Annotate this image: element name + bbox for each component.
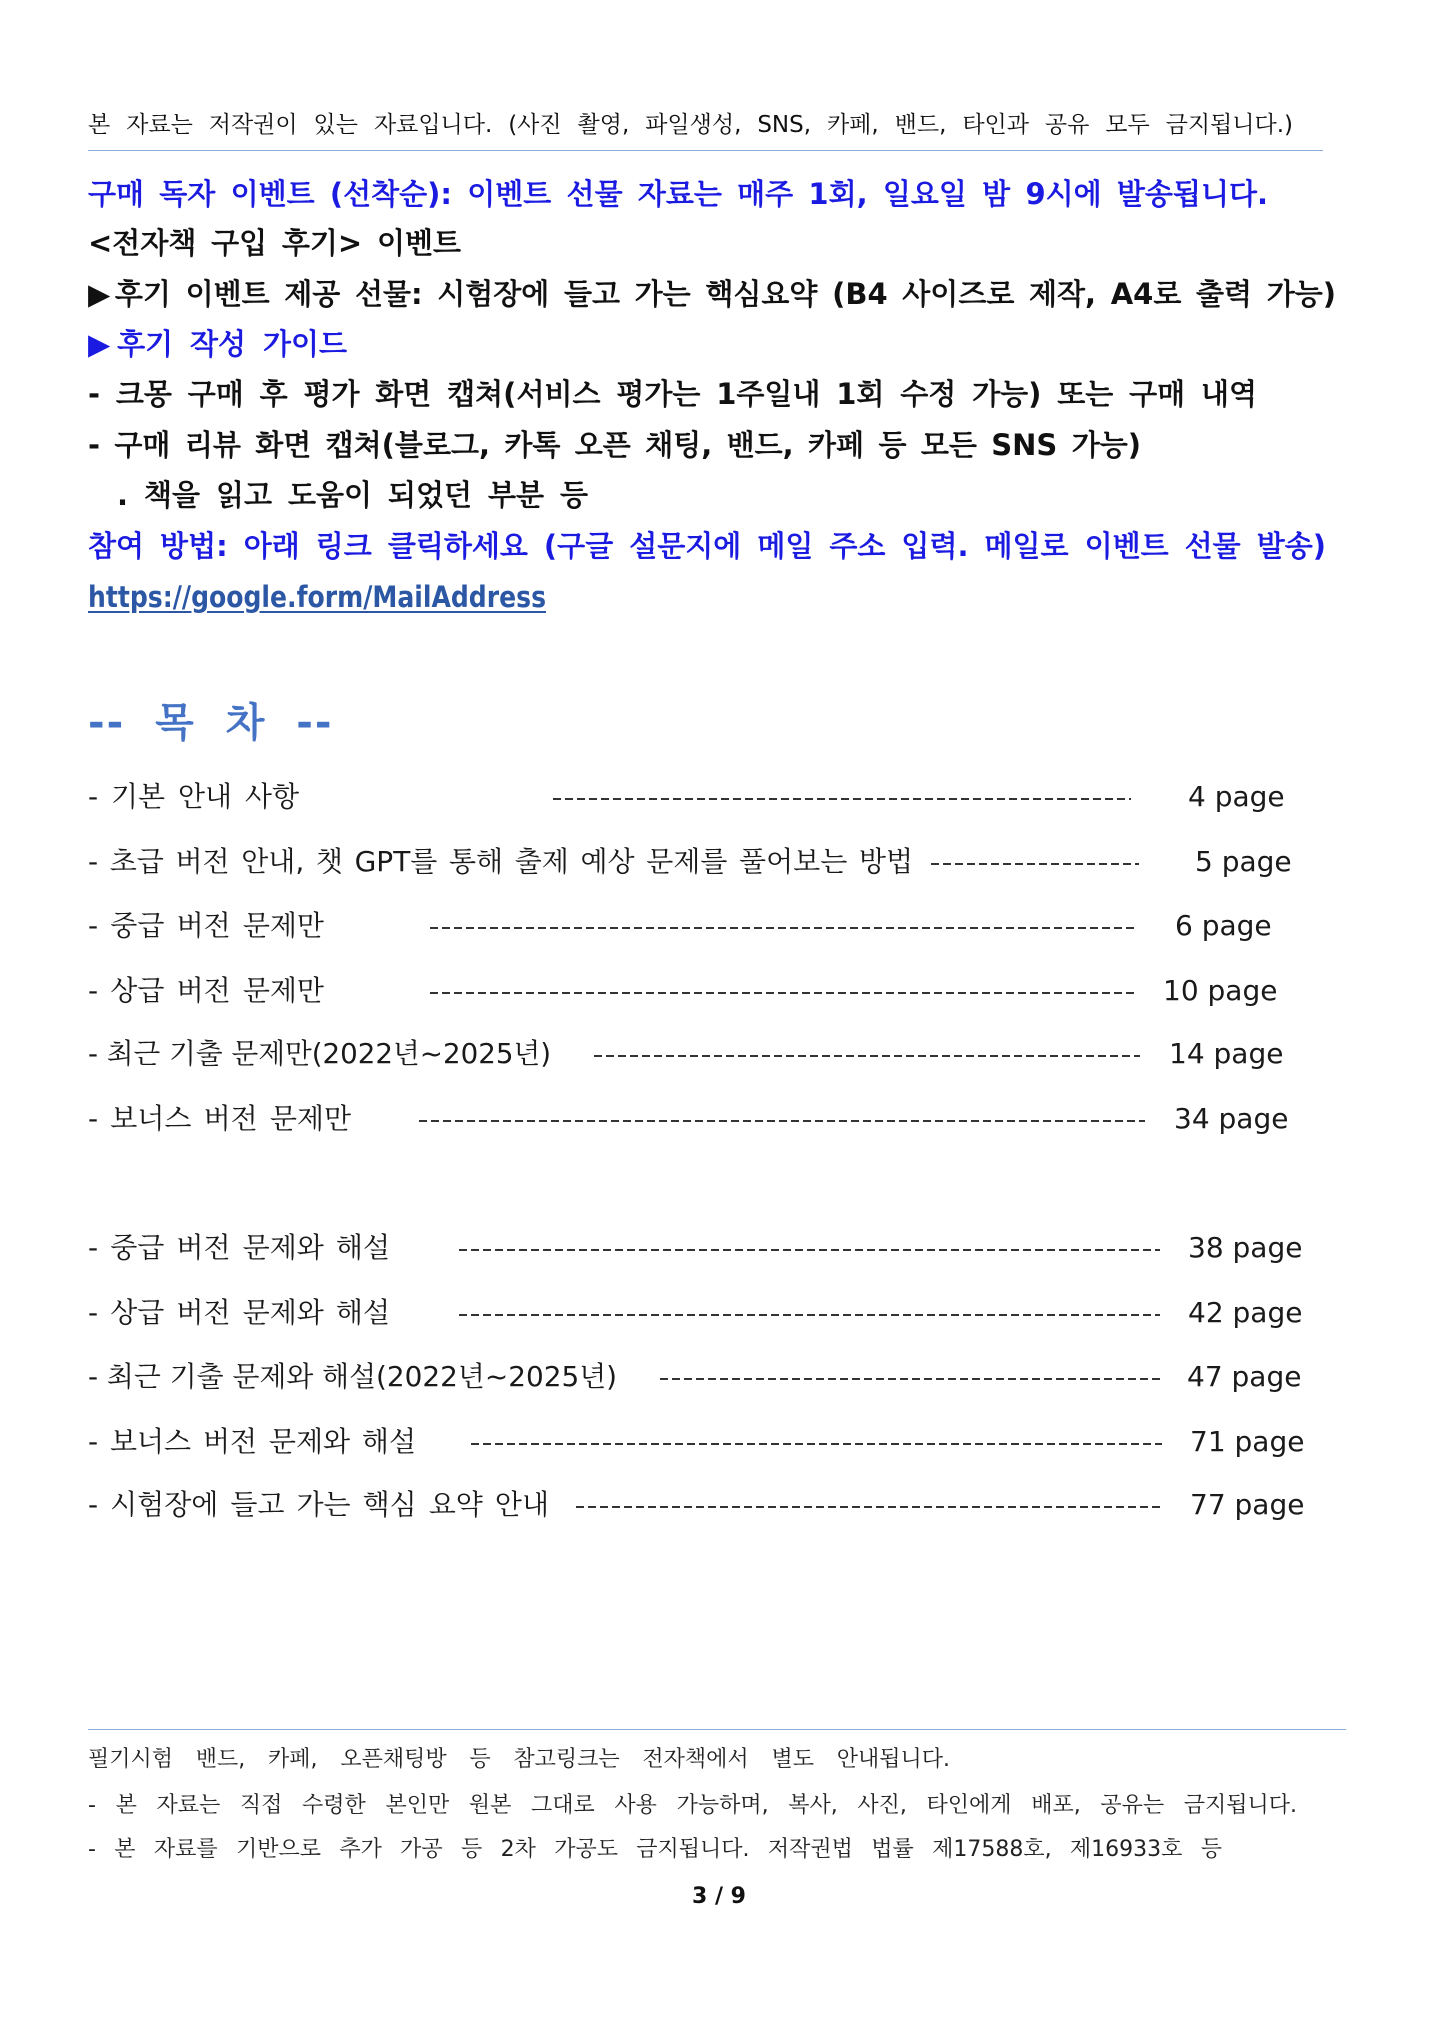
- toc-label: - 보너스 버전 문제만: [88, 1102, 351, 1135]
- toc-page: 77 page: [1190, 1488, 1305, 1521]
- toc-page: 14 page: [1169, 1037, 1284, 1070]
- toc-page: 6 page: [1175, 909, 1272, 942]
- toc-row: [0, 1357, 1430, 1397]
- toc-page: 42 page: [1188, 1296, 1303, 1329]
- toc-label: - 최근 기출 문제만(2022년~2025년): [88, 1037, 552, 1070]
- toc-page: 5 page: [1195, 845, 1292, 878]
- toc-title: -- 목 차 --: [88, 700, 334, 746]
- toc-leader: [931, 863, 1139, 865]
- footer-note: 필기시험 밴드, 카페, 오픈채팅방 등 참고링크는 전자책에서 별도 안내됩니다.: [88, 1747, 950, 1772]
- toc-leader: [594, 1055, 1140, 1057]
- event-title: <전자책 구입 후기> 이벤트: [88, 226, 461, 260]
- toc-page: 38 page: [1188, 1231, 1303, 1264]
- toc-row: [0, 1034, 1430, 1074]
- toc-leader: [459, 1314, 1160, 1316]
- toc-label: - 시험장에 들고 가는 핵심 요약 안내: [88, 1488, 549, 1521]
- participation-method: 참여 방법: 아래 링크 클릭하세요 (구글 설문지에 메일 주소 입력. 메일로 이벤트 선물 발송): [88, 529, 1326, 563]
- guide-item: - 구매 리뷰 화면 캡쳐(블로그, 카톡 오픈 채팅, 밴드, 카페 등 모든 SNS 가능): [88, 428, 1141, 462]
- toc-row: [0, 1422, 1430, 1462]
- guide-item: - 크몽 구매 후 평가 화면 캡쳐(서비스 평가는 1주일내 1회 수정 가능) 또는 구매 내역: [88, 377, 1257, 411]
- footer-note: - 본 자료는 직접 수령한 본인만 원본 그대로 사용 가능하며, 복사, 사진, 타인에게 배포, 공유는 금지됩니다.: [88, 1793, 1297, 1818]
- toc-label: - 보너스 버전 문제와 해설: [88, 1425, 416, 1458]
- footer-note: - 본 자료를 기반으로 추가 가공 등 2차 가공도 금지됩니다. 저작권법 법률 제17588호, 제16933호 등: [88, 1837, 1222, 1862]
- toc-label: - 중급 버전 문제와 해설: [88, 1231, 390, 1264]
- toc-leader: [430, 927, 1134, 929]
- toc-page: 34 page: [1174, 1102, 1289, 1135]
- toc-label: - 초급 버전 안내, 챗 GPT를 통해 출제 예상 문제를 풀어보는 방법: [88, 845, 913, 878]
- toc-page: 4 page: [1188, 780, 1285, 813]
- toc-leader: [459, 1249, 1160, 1251]
- toc-label: - 기본 안내 사항: [88, 780, 299, 813]
- toc-leader: [576, 1506, 1160, 1508]
- event-gift: ▶후기 이벤트 제공 선물: 시험장에 들고 가는 핵심요약 (B4 사이즈로 제작, A4로 출력 가능): [88, 277, 1336, 311]
- toc-row: [0, 1228, 1430, 1268]
- toc-leader: [553, 798, 1131, 800]
- toc-label: - 중급 버전 문제만: [88, 909, 324, 942]
- survey-link[interactable]: https://google.form/MailAddress: [88, 580, 546, 614]
- toc-label: - 상급 버전 문제만: [88, 974, 324, 1007]
- toc-label: - 상급 버전 문제와 해설: [88, 1296, 390, 1329]
- toc-row: [0, 906, 1430, 946]
- page-number: 3 / 9: [692, 1884, 746, 1909]
- toc-row: [0, 971, 1430, 1011]
- toc-row: [0, 842, 1430, 882]
- header-divider: [88, 150, 1323, 151]
- toc-leader: [430, 992, 1134, 994]
- guide-subitem: . 책을 읽고 도움이 되었던 부분 등: [117, 478, 588, 512]
- event-headline: 구매 독자 이벤트 (선착순): 이벤트 선물 자료는 매주 1회, 일요일 밤 9시에 발송됩니다.: [88, 177, 1268, 211]
- toc-page: 10 page: [1163, 974, 1278, 1007]
- toc-page: 47 page: [1187, 1360, 1302, 1393]
- guide-title: ▶후기 작성 가이드: [88, 327, 347, 361]
- toc-leader: [660, 1378, 1160, 1380]
- toc-label: - 최근 기출 문제와 해설(2022년~2025년): [88, 1360, 618, 1393]
- footer-divider: [88, 1729, 1346, 1730]
- toc-page: 71 page: [1190, 1425, 1305, 1458]
- toc-leader: [471, 1443, 1162, 1445]
- toc-row: [0, 1099, 1430, 1139]
- toc-row: [0, 1485, 1430, 1525]
- copyright-notice: 본 자료는 저작권이 있는 자료입니다. (사진 촬영, 파일생성, SNS, 카페, 밴드, 타인과 공유 모두 금지됩니다.): [88, 112, 1293, 138]
- toc-leader: [419, 1120, 1145, 1122]
- toc-row: [0, 777, 1430, 817]
- toc-row: [0, 1293, 1430, 1333]
